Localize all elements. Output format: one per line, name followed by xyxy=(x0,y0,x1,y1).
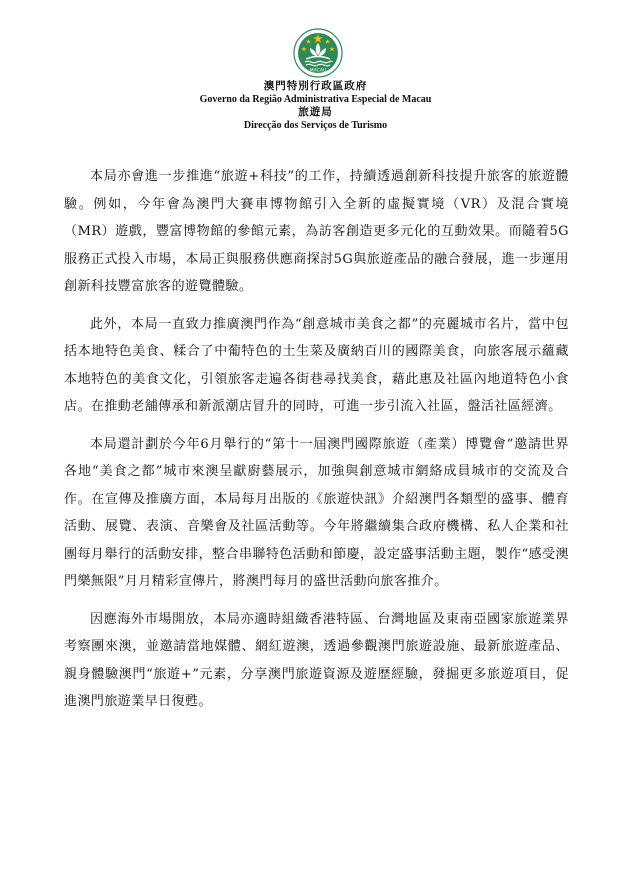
department-name-portuguese: Direcção dos Serviços de Turismo xyxy=(243,120,388,131)
macau-sar-emblem-icon xyxy=(293,28,343,78)
letterhead xyxy=(0,80,631,132)
paragraph-tourism-expo: 本局還計劃於今年6月舉行的“第十一屆澳門國際旅遊（產業）博覽會”邀請世界各地“美食之都”城市來澳呈獻廚藝展示，加強與創意城市網絡成員城市的交流及合作。在宣傳及推廣方面，本局每月出版的《旅遊快訊》介紹澳門各類型的盛事、體育活動、展覽、表演、音樂會及社區活動等。今年將繼續集合政府機構、私人企業和社團每月舉行的活動安排，整合串聯特色活動和節慶，設定盛事活動主題，製作“感受澳門樂無限”月月精彩宣傳片，將澳門每月的盛世活動向旅客推介。 xyxy=(64,436,569,589)
document-body xyxy=(64,163,569,726)
paragraph-overseas-markets: 因應海外市場開放，本局亦適時組織香港特區、台灣地區及東南亞國家旅遊業界考察團來澳，並邀請當地媒體、網紅遊澳，透過參觀澳門旅遊設施、最新旅遊產品、親身體驗澳門“旅遊+”元素，分享澳門旅遊資源及遊歷經驗，發掘更多旅遊項目，促進澳門旅遊業早日復甦。 xyxy=(64,611,569,709)
paragraph-tourism-technology: 本局亦會進一步推進“旅遊+科技”的工作，持續透過創新科技提升旅客的旅遊體驗。例如，今年會為澳門大賽車博物館引入全新的虛擬實境（VR）及混合實境（MR）遊戲，豐富博物館的參館元素，為訪客創造更多元化的互動效果。而隨着5G服務正式投入市場，本局正與服務供應商探討5G與旅遊產品的融合發展，進一步運用創新科技豐富旅客的遊覽體驗。 xyxy=(64,169,569,294)
government-name-portuguese: Governo da Região Administrativa Especial de Macau xyxy=(199,94,432,105)
paragraph-gastronomy-city: 此外，本局一直致力推廣澳門作為“創意城市美食之都”的亮麗城市名片，當中包括本地特色美食、糅合了中葡特色的土生菜及廣納百川的國際美食，向旅客展示蘊藏本地特色的美食文化，引領旅客走遍各街巷尋找美食，藉此惠及社區內地道特色小食店。在推動老舖傳承和新派潮店冒升的同時，可進一步引流入社區，盤活社區經濟。 xyxy=(64,316,569,414)
department-name-chinese: 旅遊局 xyxy=(298,107,333,118)
emblem-text: MACAU xyxy=(309,68,327,74)
government-name-chinese: 澳門特別行政區政府 xyxy=(263,81,368,92)
